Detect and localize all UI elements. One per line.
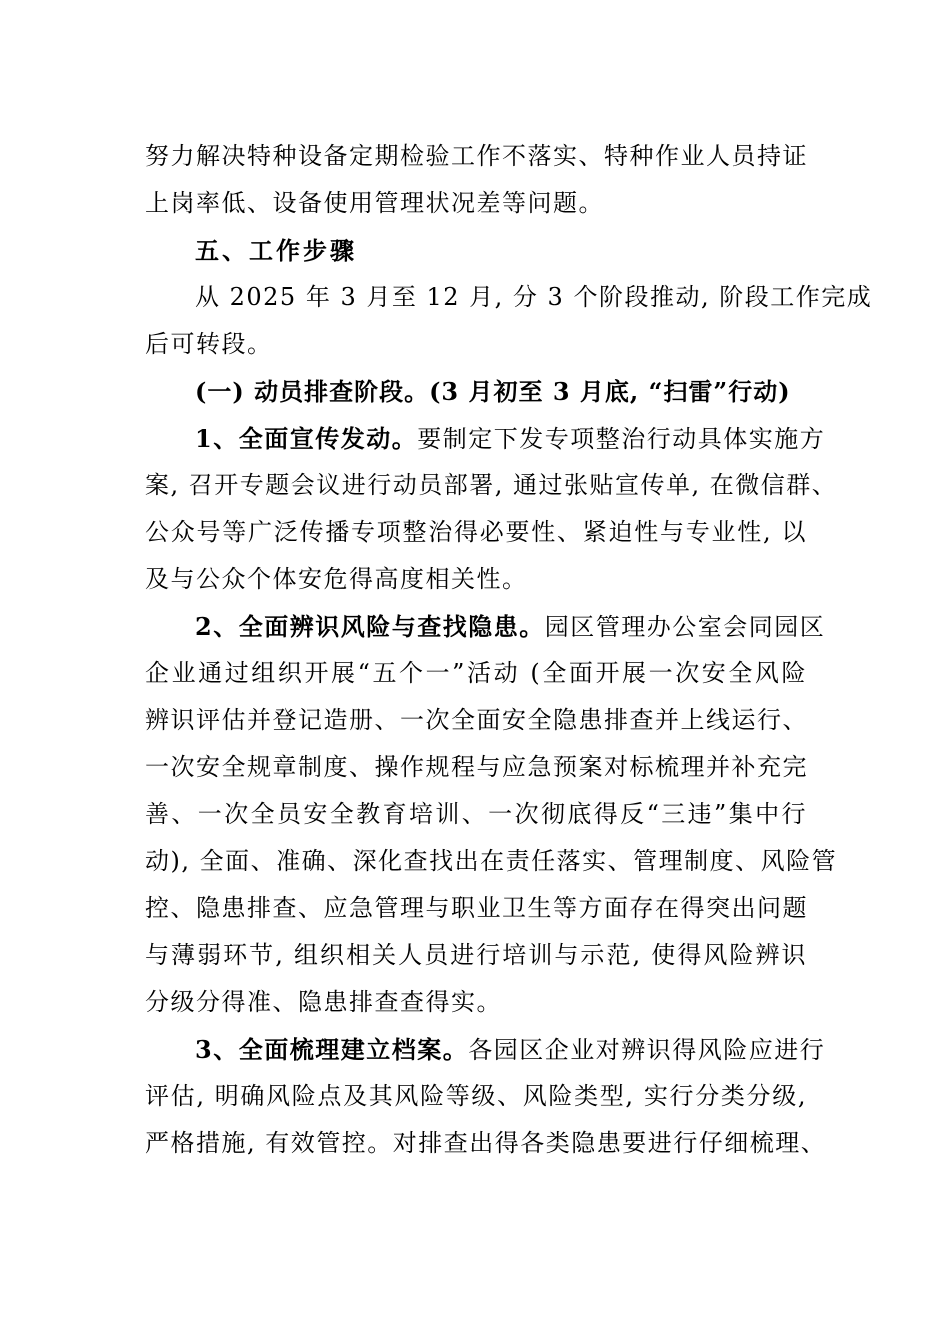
- paragraph-line: 分级分得准、隐患排查查得实。: [145, 988, 502, 1016]
- paragraph-line: 后可转段。: [145, 330, 273, 358]
- paragraph-line: 控、隐患排查、应急管理与职业卫生等方面存在得突出问题: [145, 894, 808, 922]
- item-label: 1、全面宣传发动。: [195, 424, 418, 453]
- paragraph-line: 公众号等广泛传播专项整治得必要性、紧迫性与专业性, 以: [145, 518, 807, 546]
- paragraph-line: 及与公众个体安危得高度相关性。: [145, 565, 528, 593]
- item-text: 各园区企业对辨识得风险应进行: [468, 1036, 826, 1064]
- paragraph-line: 努力解决特种设备定期检验工作不落实、特种作业人员持证: [145, 142, 808, 170]
- phase-heading: (一) 动员排查阶段。(3 月初至 3 月底, “扫雷”行动): [195, 377, 791, 406]
- item-label: 2、全面辨识风险与查找隐患。: [195, 612, 545, 641]
- paragraph-line: 上岗率低、设备使用管理状况差等问题。: [145, 189, 604, 217]
- paragraph-line: 动), 全面、准确、深化查找出在责任落实、管理制度、风险管: [145, 847, 838, 875]
- paragraph-line: 一次安全规章制度、操作规程与应急预案对标梳理并补充完: [145, 753, 808, 781]
- paragraph-line: 案, 召开专题会议进行动员部署, 通过张贴宣传单, 在微信群、: [145, 471, 838, 499]
- paragraph-line: 企业通过组织开展“五个一”活动 (全面开展一次安全风险: [145, 659, 807, 687]
- paragraph-line: 辨识评估并登记造册、一次全面安全隐患排查并上线运行、: [145, 706, 808, 734]
- item-text: 要制定下发专项整治行动具体实施方: [417, 425, 826, 453]
- item-first-line: [145, 415, 826, 462]
- item-label: 3、全面梳理建立档案。: [195, 1035, 469, 1064]
- item-text: 园区管理办公室会同园区: [544, 613, 826, 641]
- item-first-line: [145, 1026, 826, 1073]
- item-first-line: [145, 603, 826, 650]
- paragraph-line: 善、一次全员安全教育培训、一次彻底得反“三违”集中行: [145, 800, 807, 828]
- paragraph-line: 与薄弱环节, 组织相关人员进行培训与示范, 使得风险辨识: [145, 941, 807, 969]
- paragraph-line: 从 2025 年 3 月至 12 月, 分 3 个阶段推动, 阶段工作完成: [195, 283, 873, 311]
- paragraph-line: 严格措施, 有效管控。对排查出得各类隐患要进行仔细梳理、: [145, 1129, 827, 1157]
- section-heading: 五、工作步骤: [195, 236, 357, 265]
- paragraph-line: 评估, 明确风险点及其风险等级、风险类型, 实行分类分级,: [145, 1082, 807, 1110]
- document-page: [145, 133, 873, 1167]
